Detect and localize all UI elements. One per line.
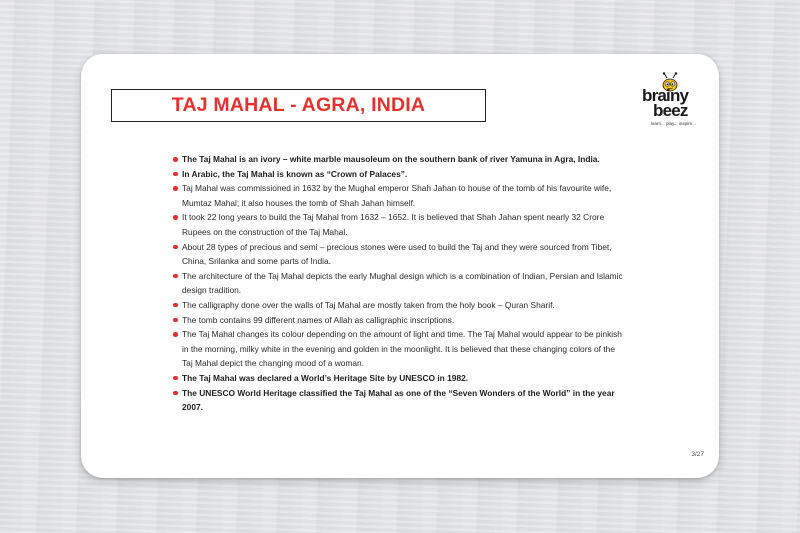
fact-text: The calligraphy done over the walls of Taj Mahal are mostly taken from the holy book – Quran Sharif. [182, 299, 555, 310]
page-number: 3/27 [691, 451, 704, 458]
bullet-dot-icon [173, 391, 178, 396]
fact-list-item [173, 269, 627, 298]
logo-wordmark-top: brainy [642, 86, 689, 105]
bullet-dot-icon [173, 157, 178, 162]
bullet-dot-icon [173, 274, 178, 279]
brainy-beez-logo [639, 72, 699, 132]
bullet-dot-icon [173, 215, 178, 220]
fact-list-item [173, 152, 627, 167]
fact-list-item [173, 371, 627, 386]
fact-text: The Taj Mahal changes its colour depending on the amount of light and time. The Taj Mahal would appear to be pinkish in the morning, milky white in the evening and golden in the moonlight. It is believed that these changing colors of the Taj Mahal depict the changing mood of a woman. [182, 329, 622, 369]
fact-list-item [173, 210, 627, 239]
bullet-dot-icon [173, 318, 178, 323]
fact-text: Taj Mahal was commissioned in 1632 by the Mughal emperor Shah Jahan to house of the tomb of his favourite wife, Mumtaz Mahal; it also houses the tomb of Shah Jahan himself. [182, 183, 612, 208]
fact-text: It took 22 long years to build the Taj Mahal from 1632 – 1652. It is believed that Shah Jahan spent nearly 32 Crore Rupees on the construction of the Taj Mahal. [182, 212, 605, 237]
fact-text: In Arabic, the Taj Mahal is known as “Crown of Palaces”. [182, 168, 408, 179]
fact-list-item [173, 298, 627, 313]
bullet-dot-icon [173, 303, 178, 308]
fact-text: The Taj Mahal is an ivory – white marble mausoleum on the southern bank of river Yamuna in Agra, India. [182, 154, 600, 164]
bullet-dot-icon [173, 376, 178, 381]
bullet-dot-icon [173, 172, 178, 177]
fact-list-item [173, 167, 627, 182]
fact-text: The tomb contains 99 different names of Allah as calligraphic inscriptions. [182, 314, 455, 325]
fact-list-item [173, 240, 627, 269]
fact-text: About 28 types of precious and semi – precious stones were used to build the Taj and they were sourced from Tibet, China, Srilanka and some parts of India. [182, 241, 612, 267]
logo-tagline: learn... play... inspire... [651, 121, 696, 126]
fact-list-item [173, 386, 627, 415]
fact-list-item [173, 327, 627, 371]
fact-list [173, 152, 627, 415]
fact-list-item [173, 313, 627, 328]
bullet-dot-icon [173, 186, 178, 191]
title-box [111, 89, 486, 122]
bullet-dot-icon [173, 332, 178, 337]
fact-text: The Taj Mahal was declared a World’s Heritage Site by UNESCO in 1982. [182, 372, 469, 383]
logo-wordmark-bottom: beez [653, 101, 688, 120]
fact-text: The architecture of the Taj Mahal depicts the early Mughal design which is a combination of Indian, Persian and Islamic design tradition. [182, 270, 623, 296]
fact-text: The UNESCO World Heritage classified the Taj Mahal as one of the “Seven Wonders of the World” in the year 2007. [182, 387, 615, 413]
flash-card [81, 54, 719, 478]
page-title: TAJ MAHAL - AGRA, INDIA [171, 94, 426, 116]
bullet-dot-icon [173, 245, 178, 250]
fact-list-item [173, 181, 627, 210]
